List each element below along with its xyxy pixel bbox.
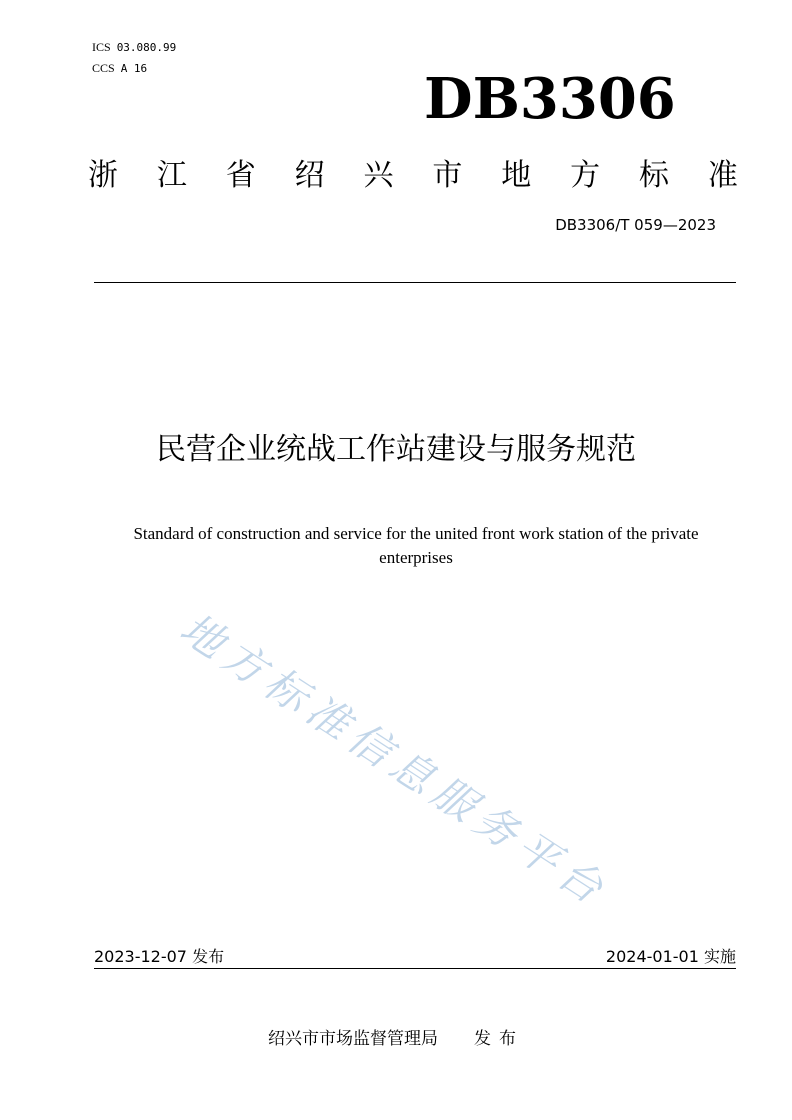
heading-char: 绍 xyxy=(294,158,325,193)
standard-number: DB3306/T 059—2023 xyxy=(555,216,716,234)
heading-char: 方 xyxy=(570,158,601,193)
heading-char: 江 xyxy=(156,158,187,193)
heading-char: 准 xyxy=(707,158,738,193)
publisher-line xyxy=(0,1024,792,1049)
implementation-date: 2024-01-01 实施 xyxy=(605,947,736,966)
top-divider xyxy=(94,282,736,283)
heading-char: 兴 xyxy=(363,158,394,193)
bottom-divider xyxy=(94,968,736,969)
publisher-name: 绍兴市市场监督管理局 xyxy=(268,1029,438,1049)
heading-char: 地 xyxy=(501,158,532,193)
ics-classification xyxy=(92,40,176,55)
db-logo: DB3306 xyxy=(424,66,676,132)
local-standard-heading xyxy=(88,150,738,194)
heading-char: 市 xyxy=(432,158,463,193)
heading-char: 标 xyxy=(639,158,669,193)
ics-label: ICS xyxy=(92,40,111,54)
ics-code: 03.080.99 xyxy=(116,41,177,54)
ccs-label: CCS xyxy=(92,61,115,75)
heading-char: 浙 xyxy=(88,158,118,193)
title-english: Standard of construction and service for the united front work station of the private enterprises xyxy=(133,524,699,567)
publish-action: 发布 xyxy=(474,1029,524,1049)
issue-date: 2023-12-07 发布 xyxy=(94,947,225,966)
ccs-classification xyxy=(92,61,147,76)
ccs-code: A 16 xyxy=(120,62,148,75)
title-chinese: 民营企业统战工作站建设与服务规范 xyxy=(156,432,636,467)
heading-char: 省 xyxy=(225,158,256,193)
watermark: 地方标准信息服务平台 xyxy=(171,603,618,917)
